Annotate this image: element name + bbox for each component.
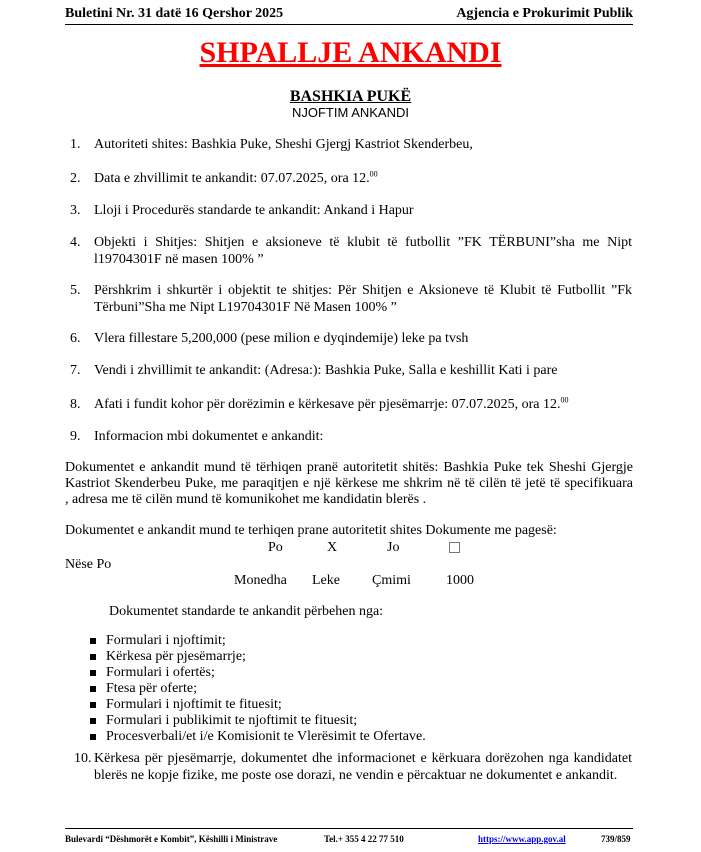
footer-divider xyxy=(65,828,633,829)
page-header xyxy=(65,6,633,26)
list-item: Formulari i njoftimit; xyxy=(90,633,426,649)
agency-name: Agjencia e Prokurimit Publik xyxy=(456,6,633,21)
fee-line: Dokumentet e ankandit mund te terhiqen prane autoritetit shites Dokumente me pagesë: xyxy=(65,523,557,538)
list-item: Ftesa për oferte; xyxy=(90,681,426,697)
page-number: 739/859 xyxy=(601,834,631,844)
header-divider xyxy=(65,24,633,25)
list-item: Formulari i ofertës; xyxy=(90,665,426,681)
standard-docs-list xyxy=(90,633,426,745)
price-value: 1000 xyxy=(446,573,474,588)
currency-label: Monedha xyxy=(234,573,287,588)
footer-link[interactable]: https://www.app.gov.al xyxy=(478,834,566,844)
organization-name: BASHKIA PUKË xyxy=(289,88,412,105)
bulletin-info: Buletini Nr. 31 datë 16 Qershor 2025 xyxy=(65,6,284,21)
list-item: Formulari i njoftimit te fituesit; xyxy=(90,697,426,713)
notice-subtitle: NJOFTIM ANKANDI xyxy=(291,105,409,120)
currency-value: Leke xyxy=(312,573,340,588)
checkbox-box-icon xyxy=(449,542,460,553)
standard-docs-intro: Dokumentet standarde te ankandit përbehen nga: xyxy=(109,604,384,619)
footer-address: Bulevardi “Dëshmorët e Kombit”, Këshilli i Ministrave xyxy=(65,834,278,844)
price-label: Çmimi xyxy=(372,573,411,588)
option-x: X xyxy=(327,540,338,555)
page-title: SHPALLJE ANKANDI xyxy=(199,36,502,69)
option-jo: Jo xyxy=(387,540,400,555)
list-item: Formulari i publikimit te njoftimit te fituesit; xyxy=(90,713,426,729)
nese-po-label: Nëse Po xyxy=(65,557,112,572)
footer-phone: Tel.+ 355 4 22 77 510 xyxy=(324,834,404,844)
documents-paragraph: Dokumentet e ankandit mund të tërhiqen pranë autoritetit shitës: Bashkia Puke tek Sheshi Gjergje Kastriot Skenderbeu Puke, me paraqitjen e një kërkese me shkrim në të cilën të jetë të specifikuara , adresa me të cilën mund të komunikohet me kandidatin blerës . xyxy=(65,460,633,507)
list-item: Procesverbali/et i/e Komisionit te Vlerësimit te Ofertave. xyxy=(90,729,426,745)
option-po: Po xyxy=(268,540,283,555)
checkbox-jo[interactable] xyxy=(449,542,460,558)
list-item: Kërkesa për pjesëmarrje; xyxy=(90,649,426,665)
